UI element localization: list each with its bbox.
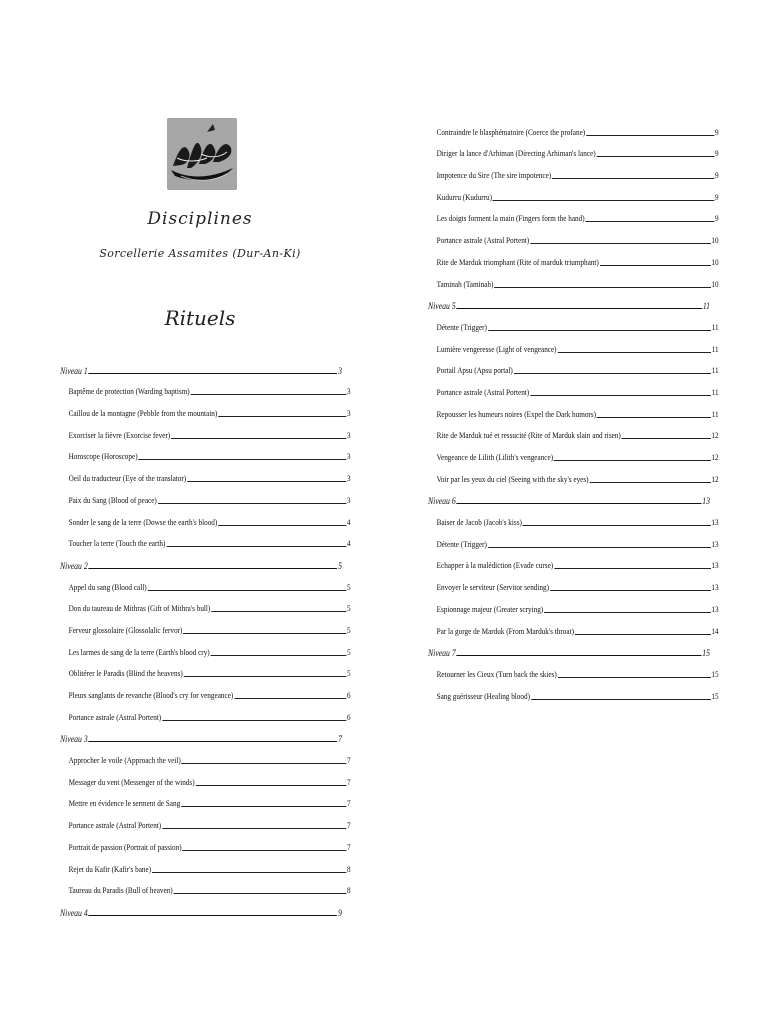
toc-entry-label: Echapper à la malédiction (Evade curse) [436,561,554,571]
toc-leader-line [622,438,711,439]
toc-entry[interactable] [60,658,351,680]
toc-page-number: 13 [711,604,719,614]
toc-leader-line [89,373,338,374]
toc-entry[interactable] [60,506,351,528]
toc-entry[interactable] [428,528,719,550]
toc-page-number: 3 [347,452,351,462]
toc-page-number: 13 [711,583,719,593]
toc-entry-label: Oblitérer le Paradis (Blind the heavens) [68,669,183,679]
toc-entry[interactable] [428,116,719,138]
toc-entry-label: Détente (Trigger) [436,322,487,332]
toc-leader-line [89,741,338,742]
toc-entry-label: Niveau 6 [428,496,456,507]
toc-page-number: 7 [338,734,343,745]
toc-entry[interactable] [428,224,719,246]
toc-entry-label: Niveau 1 [60,365,88,376]
toc-entry-label: Exorciser la fièvre (Exorcise fever) [68,430,171,440]
toc-page-number: 5 [347,647,351,657]
toc-entry-label: Retourner les Cieux (Turn back the skies) [436,669,557,679]
toc-level-heading[interactable] [60,354,342,376]
toc-entry-label: Oeil du traducteur (Eye of the translator) [68,474,187,484]
toc-leader-line [558,677,711,678]
toc-entry[interactable] [428,246,719,268]
toc-leader-line [182,850,346,851]
toc-entry-label: Kudurru (Kudurru) [436,192,493,202]
page-subtitle: Sorcellerie Assamites (Dur-An-Ki) [99,247,301,260]
toc-entry[interactable] [60,809,351,831]
toc-right-column [428,116,719,702]
toc-entry-label: Rite de Marduk tué et ressucité (Rite of Marduk slain and risen) [436,431,621,441]
toc-entry-label: Rite de Marduk triomphant (Rite of marduk triumphant) [436,257,599,267]
toc-leader-line [457,503,702,504]
toc-entry-label: Niveau 7 [428,648,456,659]
toc-entry-label: Impotence du Sire (The sire impotence) [436,171,552,181]
toc-entry[interactable] [60,744,351,766]
toc-leader-line [187,481,346,482]
toc-entry[interactable] [428,615,719,637]
toc-entry[interactable] [60,701,351,723]
toc-entry-label: Don du taureau de Mithras (Gift of Mithra's bull) [68,604,211,614]
toc-entry-label: Sang guérisseur (Healing blood) [436,691,531,701]
toc-entry[interactable] [60,376,351,398]
toc-page-number: 9 [715,192,719,202]
toc-page-number: 9 [715,127,719,137]
toc-entry[interactable] [428,376,719,398]
toc-leader-line [554,460,711,461]
toc-entry[interactable] [428,311,719,333]
toc-leader-line [575,634,711,635]
toc-entry-label: Niveau 2 [60,560,88,571]
toc-leader-line [234,698,346,699]
toc-leader-line [457,655,702,656]
toc-entry[interactable] [428,420,719,442]
toc-leader-line [493,200,714,201]
toc-page-number: 9 [715,149,719,159]
toc-leader-line [195,785,346,786]
toc-entry-label: Mettre en évidence le serment de Sang [68,799,181,809]
toc-leader-line [554,568,711,569]
toc-entry-label: Voir par les yeux du ciel (Seeing with the sky's eyes) [436,474,589,484]
toc-entry[interactable] [428,203,719,225]
toc-entry-label: Taureau du Paradis (Bull of heaven) [68,886,173,896]
toc-entry-label: Horoscope (Horoscope) [68,452,138,462]
toc-entry[interactable] [428,398,719,420]
toc-leader-line [218,525,346,526]
toc-leader-line [494,287,710,288]
toc-entry-label: Diriger la lance d'Arhiman (Directing Arhiman's lance) [436,149,596,159]
toc-page-number: 12 [711,453,719,462]
toc-leader-line [597,417,711,418]
toc-entry[interactable] [428,138,719,160]
toc-leader-line [531,699,711,700]
toc-level-heading[interactable] [428,290,710,312]
toc-entry[interactable] [428,680,719,702]
toc-entry[interactable] [428,181,719,203]
toc-entry-label: Niveau 4 [60,907,88,918]
toc-leader-line [523,525,711,526]
toc-entry[interactable] [60,853,351,875]
toc-entry-label: Rejet du Kafir (Kafir's bane) [68,864,152,874]
toc-entry-label: Messager du vent (Messenger of the winds) [68,777,195,787]
toc-leader-line [552,178,714,179]
toc-page-number: 4 [347,517,351,527]
toc-entry[interactable] [428,550,719,572]
toc-page-number: 11 [711,344,719,354]
toc-entry-label: Approcher le voile (Approach the veil) [68,756,181,766]
toc-page-number: 3 [347,387,351,397]
toc-leader-line [557,352,710,353]
toc-page-number: 10 [711,236,719,246]
toc-page-number: 15 [711,691,719,701]
toc-page-number: 13 [702,496,711,507]
toc-entry-label: Contraindre le blasphématoire (Coerce the profane) [436,127,586,137]
toc-entry[interactable] [60,441,351,463]
toc-entry-label: Toucher la terre (Touch the earth) [68,539,166,549]
toc-entry[interactable] [60,766,351,788]
toc-leader-line [184,676,347,677]
toc-entry-label: Paix du Sang (Blood of peace) [68,495,157,505]
toc-page-number: 5 [338,560,343,571]
toc-leader-line [218,416,346,417]
toc-entry-label: Vengeance de Lilith (Lilith's vengeance) [436,453,554,462]
toc-page-number: 3 [347,430,351,440]
toc-entry[interactable] [428,463,719,485]
toc-entry-label: Sonder le sang de la terre (Dowse the earth's blood) [68,517,218,527]
toc-page-number: 9 [715,171,719,181]
toc-entry-label: Pleurs sanglants de revanche (Blood's cry for vengeance) [68,691,234,700]
toc-leader-line [138,459,346,460]
toc-page-number: 11 [711,322,719,332]
toc-entry-label: Portance astrale (Astral Portent) [68,712,162,722]
toc-leader-line [162,720,346,721]
toc-entry-label: Les doigts forment la main (Fingers form the hand) [436,214,585,224]
toc-page-number: 3 [347,495,351,505]
toc-page-number: 7 [347,799,351,809]
toc-page-number: 7 [347,821,351,831]
toc-entry[interactable] [60,788,351,810]
toc-page-number: 14 [711,626,719,636]
toc-entry[interactable] [60,875,351,897]
toc-entry[interactable] [428,333,719,355]
toc-entry-label: Repousser les humeurs noires (Expel the Dark humors) [436,409,597,419]
toc-leader-line [530,395,711,396]
toc-entry[interactable] [60,528,351,550]
toc-leader-line [182,763,347,764]
toc-leader-line [589,482,710,483]
toc-leader-line [158,503,347,504]
calligraphy-emblem-icon [167,118,237,190]
toc-entry-label: Caillou de la montagne (Pebble from the mountain) [68,409,218,419]
toc-leader-line [550,590,711,591]
toc-leader-line [600,265,711,266]
toc-leader-line [89,915,338,916]
toc-leader-line [457,308,702,309]
toc-leader-line [585,221,714,222]
toc-leader-line [152,872,346,873]
toc-level-heading[interactable] [60,549,342,571]
toc-page-number: 12 [711,474,719,484]
toc-page-number: 10 [711,257,719,267]
toc-leader-line [171,438,346,439]
toc-page-number: 5 [347,582,351,592]
toc-entry[interactable] [60,484,351,506]
toc-entry-label: Portrait de passion (Portrait of passion) [68,842,182,852]
toc-leader-line [586,135,714,136]
toc-entry[interactable] [428,268,719,290]
toc-page-number: 11 [711,366,719,376]
toc-entry[interactable] [428,159,719,181]
toc-entry[interactable] [60,593,351,615]
toc-entry-label: Niveau 3 [60,734,88,745]
page-title: Disciplines [147,209,253,229]
toc-leader-line [166,546,346,547]
toc-page-number: 12 [711,431,719,441]
toc-page-number: 5 [347,604,351,614]
section-title: Rituels [164,306,236,330]
toc-leader-line [596,156,714,157]
toc-level-heading[interactable] [428,637,710,659]
toc-page-number: 13 [711,539,719,549]
toc-leader-line [544,612,711,613]
toc-entry-label: Par la gorge de Marduk (From Marduk's throat) [436,626,574,636]
toc-leader-line [488,330,711,331]
toc-leader-line [181,806,346,807]
toc-leader-line [147,590,346,591]
toc-entry-label: Les larmes de sang de la terre (Earth's blood cry) [68,647,210,657]
toc-leader-line [89,568,338,569]
toc-entry-label: Baptême de protection (Warding baptism) [68,387,190,397]
toc-entry[interactable] [428,658,719,680]
toc-entry-label: Lumière vengeresse (Light of vengeance) [436,344,557,354]
toc-page-number: 7 [347,777,351,787]
toc-page-number: 7 [347,756,351,766]
toc-entry-label: Portail Apsu (Apsu portal) [436,366,513,376]
toc-entry-label: Portance astrale (Astral Portent) [436,387,530,397]
toc-page-number: 8 [347,864,351,874]
toc-page-number: 3 [347,474,351,484]
toc-entry[interactable] [428,355,719,377]
toc-page-number: 13 [711,561,719,571]
toc-left-column [60,354,351,918]
toc-entry-label: Niveau 5 [428,301,456,312]
toc-leader-line [211,611,346,612]
toc-page-number: 5 [347,669,351,679]
toc-entry-label: Portance astrale (Astral Portent) [68,821,162,831]
toc-page-number: 15 [702,648,711,659]
toc-entry[interactable] [60,636,351,658]
toc-entry[interactable] [428,441,719,463]
toc-entry[interactable] [60,462,351,484]
toc-page-number: 4 [347,539,351,549]
toc-leader-line [183,633,346,634]
toc-entry[interactable] [428,506,719,528]
toc-page-number: 7 [347,842,351,852]
toc-page-number: 3 [338,365,343,376]
toc-entry[interactable] [60,419,351,441]
toc-leader-line [211,655,347,656]
toc-leader-line [162,828,346,829]
toc-page-number: 11 [702,301,711,312]
toc-entry-label: Portance astrale (Astral Portent) [436,236,530,246]
toc-entry[interactable] [428,571,719,593]
toc-page-number: 9 [338,907,343,918]
toc-level-heading[interactable] [60,896,342,918]
toc-level-heading[interactable] [428,485,710,507]
toc-page-number: 13 [711,518,719,528]
clan-logo [167,118,237,190]
toc-entry[interactable] [60,614,351,636]
toc-page-number: 15 [711,669,719,679]
toc-entry[interactable] [428,593,719,615]
toc-page-number: 3 [347,409,351,419]
toc-entry-label: Ferveur glossolaire (Glossolalic fervor) [68,625,183,635]
toc-entry-label: Taminah (Taminah) [436,279,494,289]
toc-leader-line [174,893,347,894]
toc-page-number: 11 [711,387,719,397]
toc-entry[interactable] [60,571,351,593]
toc-entry-label: Appel du sang (Blood call) [68,582,147,592]
toc-page-number: 5 [347,625,351,635]
toc-page-number: 9 [715,214,719,224]
toc-page-number: 8 [347,886,351,896]
toc-entry[interactable] [60,831,351,853]
toc-level-heading[interactable] [60,723,342,745]
toc-entry-label: Espionnage majeur (Greater scrying) [436,604,544,614]
toc-leader-line [514,373,711,374]
toc-leader-line [530,243,711,244]
toc-leader-line [190,394,346,395]
toc-leader-line [488,547,711,548]
toc-page-number: 6 [347,691,351,700]
toc-entry-label: Envoyer le serviteur (Servitor sending) [436,583,550,593]
toc-page-number: 10 [711,279,719,289]
toc-entry-label: Détente (Trigger) [436,539,487,549]
toc-entry-label: Baiser de Jacob (Jacob's kiss) [436,518,522,528]
toc-entry[interactable] [60,397,351,419]
toc-entry[interactable] [60,679,351,701]
toc-page-number: 11 [711,409,719,419]
toc-page-number: 6 [347,712,351,722]
